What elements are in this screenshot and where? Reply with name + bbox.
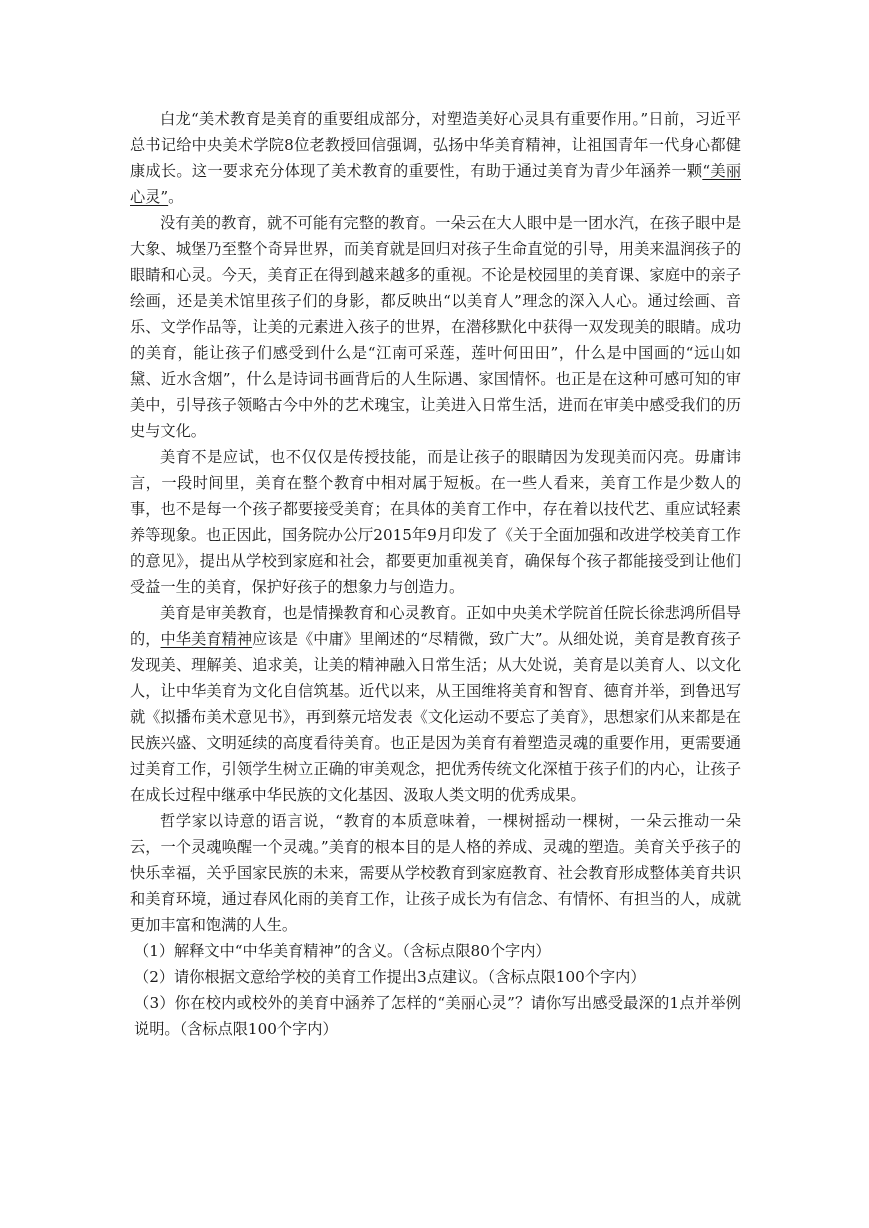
paragraph-5: 哲学家以诗意的语言说，“教育的本质意味着，一棵树摇动一棵树，一朵云推动一朵云，一个灵魂唤醒一个灵魂。”美育的根本目的是人格的养成、灵魂的塑造。美育关乎孩子的快乐幸福，关乎国家民族的未来，需要从学校教育到家庭教育、社会教育形成整体美育共识和美育环境，通过春风化雨的美育工作，让孩子成长为有信念、有情怀、有担当的人，成就更加丰富和饱满的人生。 xyxy=(130,812,741,934)
paragraph-4-text-b: 应该是《中庸》里阐述的“尽精微，致广大”。从细处说，美育是教育孩子发现美、理解美、追求美，让美的精神融入日常生活；从大处说，美育是以美育人、以文化人，让中华美育为文化自信筑基。近代以来，从王国维将美育和智育、德育并举，到鲁迅写就《拟播布美术意见书》，再到蔡元培发表《文化运动不要忘了美育》，思想家们从来都是在民族兴盛、文明延续的高度看待美育。也正是因为美育有着塑造灵魂的重要作用，更需要通过美育工作，引领学生树立正确的审美观念，把优秀传统文化深植于孩子们的内心，让孩子在成长过程中继承中华民族的文化基因、汲取人类文明的优秀成果。 xyxy=(130,630,742,804)
document-page xyxy=(130,106,741,1042)
paragraph-3: 美育不是应试，也不仅仅是传授技能，而是让孩子的眼睛因为发现美而闪亮。毋庸讳言，一段时间里，美育在整个教育中相对属于短板。在一些人看来，美育工作是少数人的事，也不是每一个孩子都要接受美育；在具体的美育工作中，存在着以技代艺、重应试轻素养等现象。也正因此，国务院办公厅2015年9月印发了《关于全面加强和改进学校美育工作的意见》，提出从学校到家庭和社会，都要更加重视美育，确保每个孩子都能接受到让他们受益一生的美育，保护好孩子的想象力与创造力。 xyxy=(130,448,741,596)
underlined-phrase-aesthetic-spirit: 中华美育精神 xyxy=(160,630,253,648)
question-3: （3）你在校内或校外的美育中涵养了怎样的“美丽心灵”？请你写出感受最深的1点并举例说明。（含标点限100个字内） xyxy=(134,994,741,1038)
paragraph-1-text-b: 。 xyxy=(168,188,184,206)
question-1: （1）解释文中“中华美育精神”的含义。（含标点限80个字内） xyxy=(134,942,551,960)
paragraph-4 xyxy=(130,600,741,808)
paragraph-4-text-a: 美育是审美教育，也是情操教育和心灵教育。正如中央美术学院首任院长徐悲鸿所倡导的， xyxy=(130,604,741,648)
paragraph-1-text-a: 白龙“美术教育是美育的重要组成部分，对塑造美好心灵具有重要作用。”日前，习近平总书记给中央美术学院8位老教授回信强调，弘扬中华美育精神，让祖国青年一代身心都健康成长。这一要求充分体现了美术教育的重要性，有助于通过美育为青少年涵养一颗 xyxy=(130,110,741,180)
underlined-phrase-beautiful-heart: “美丽心灵” xyxy=(130,162,742,206)
paragraph-1 xyxy=(130,106,741,210)
question-2: （2）请你根据文意给学校的美育工作提出3点建议。（含标点限100个字内） xyxy=(134,968,646,986)
paragraph-2: 没有美的教育，就不可能有完整的教育。一朵云在大人眼中是一团水汽，在孩子眼中是大象、城堡乃至整个奇异世界，而美育就是回归对孩子生命直觉的引导，用美来温润孩子的眼睛和心灵。今天，美育正在得到越来越多的重视。不论是校园里的美育课、家庭中的亲子绘画，还是美术馆里孩子们的身影，都反映出“以美育人”理念的深入人心。通过绘画、音乐、文学作品等，让美的元素进入孩子的世界，在潜移默化中获得一双发现美的眼睛。成功的美育，能让孩子们感受到什么是“江南可采莲，莲叶何田田”，什么是中国画的“远山如黛、近水含烟”，什么是诗词书画背后的人生际遇、家国情怀。也正是在这种可感可知的审美中，引导孩子领略古今中外的艺术瑰宝，让美进入日常生活，进而在审美中感受我们的历史与文化。 xyxy=(130,214,741,440)
